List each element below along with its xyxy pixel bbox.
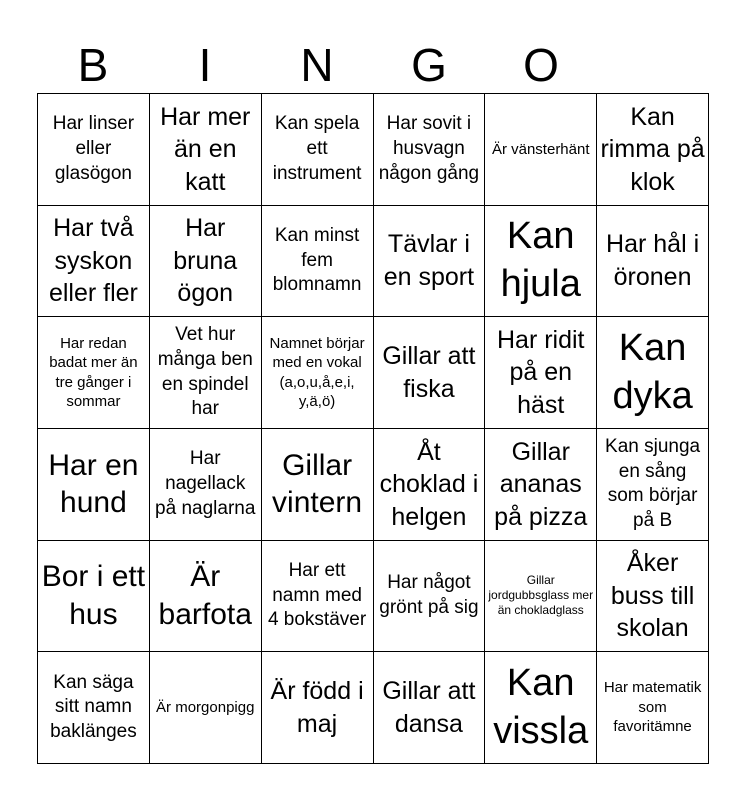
header-letter-o: O	[523, 39, 559, 91]
bingo-cell	[374, 652, 486, 764]
cell-text: Kan minst fem blomnamn	[272, 224, 362, 296]
cell-text: Är morgonpigg	[156, 698, 255, 716]
bingo-cell	[150, 206, 262, 318]
cell-text: Har hål i öronen	[606, 230, 700, 291]
bingo-cell	[374, 317, 486, 429]
header-letter-n: N	[300, 39, 334, 91]
cell-text: Har något grönt på sig	[379, 572, 479, 618]
header-letter-g: G	[411, 39, 447, 91]
cell-text: Kan vissla	[493, 662, 589, 752]
cell-text: Gillar ananas på pizza	[494, 437, 588, 531]
cell-text: Åt choklad i helgen	[379, 437, 479, 531]
cell-text: Gillar jordgubbsglass mer än chokladglass	[488, 573, 594, 618]
bingo-cell	[597, 541, 709, 653]
cell-text: Tävlar i en sport	[383, 230, 475, 291]
cell-text: Kan spela ett instrument	[272, 113, 362, 184]
bingo-cell	[38, 94, 150, 206]
cell-text: Åker buss till skolan	[610, 549, 695, 643]
bingo-cell	[374, 206, 486, 318]
bingo-cell	[374, 94, 486, 206]
cell-text: Har mer än en katt	[160, 102, 251, 196]
cell-text: Kan rimma på klok	[600, 102, 705, 196]
bingo-cell	[374, 429, 486, 541]
bingo-cell	[485, 652, 597, 764]
cell-text: Är född i maj	[270, 677, 364, 738]
bingo-cell	[597, 429, 709, 541]
cell-text: Har nagellack på naglarna	[155, 448, 256, 519]
cell-text: Är vänsterhänt	[491, 140, 590, 158]
bingo-cell	[597, 94, 709, 206]
bingo-cell	[38, 429, 150, 541]
cell-text: Bor i ett hus	[41, 560, 146, 631]
header-letter-b: B	[77, 39, 109, 91]
header-letter-i: I	[198, 39, 212, 91]
cell-text: Kan säga sitt namn baklänges	[50, 671, 137, 742]
bingo-cell	[150, 317, 262, 429]
cell-text: Har en hund	[48, 448, 139, 520]
bingo-cell	[150, 541, 262, 653]
cell-text: Gillar att fiska	[382, 342, 476, 403]
bingo-cell	[150, 652, 262, 764]
bingo-cell	[597, 206, 709, 318]
cell-text: Har matematik som favoritämne	[603, 679, 702, 736]
bingo-cell	[262, 206, 374, 318]
cell-text: Har ett namn med 4 bokstäver	[267, 559, 367, 631]
bingo-cell	[374, 541, 486, 653]
cell-text: Kan hjula	[500, 215, 581, 305]
bingo-cell	[150, 429, 262, 541]
bingo-cell	[262, 541, 374, 653]
cell-text: Har två syskon eller fler	[48, 214, 138, 308]
bingo-cell	[38, 541, 150, 653]
cell-text: Är barfota	[158, 560, 252, 631]
bingo-cell	[262, 317, 374, 429]
bingo-header	[37, 36, 709, 94]
cell-text: Vet hur många ben en spindel har	[157, 324, 253, 420]
cell-text: Har bruna ögon	[173, 214, 238, 308]
cell-text: Har redan badat mer än tre gånger i sommar	[49, 334, 138, 411]
bingo-cell	[262, 94, 374, 206]
cell-text: Kan sjunga en sång som börjar på B	[605, 435, 701, 531]
bingo-cell	[38, 652, 150, 764]
bingo-cell	[150, 94, 262, 206]
cell-text: Har linser eller glasögon	[52, 113, 135, 184]
cell-text: Har sovit i husvagn någon gång	[378, 113, 480, 184]
header-blank	[597, 36, 709, 94]
bingo-cell	[485, 94, 597, 206]
bingo-cell	[38, 206, 150, 318]
bingo-cell	[262, 652, 374, 764]
bingo-cell	[485, 541, 597, 653]
cell-text: Kan dyka	[612, 327, 693, 417]
cell-text: Har ridit på en häst	[496, 325, 585, 419]
bingo-board	[37, 93, 709, 764]
cell-text: Gillar att dansa	[382, 677, 476, 738]
cell-text: Gillar vintern	[272, 448, 363, 520]
bingo-cell	[485, 206, 597, 318]
bingo-cell	[597, 317, 709, 429]
bingo-cell	[485, 317, 597, 429]
bingo-cell	[262, 429, 374, 541]
bingo-cell	[597, 652, 709, 764]
bingo-cell	[38, 317, 150, 429]
cell-text: Namnet börjar med en vokal (a,o,u,å,e,i, y,ä,ö)	[269, 334, 365, 411]
bingo-cell	[485, 429, 597, 541]
